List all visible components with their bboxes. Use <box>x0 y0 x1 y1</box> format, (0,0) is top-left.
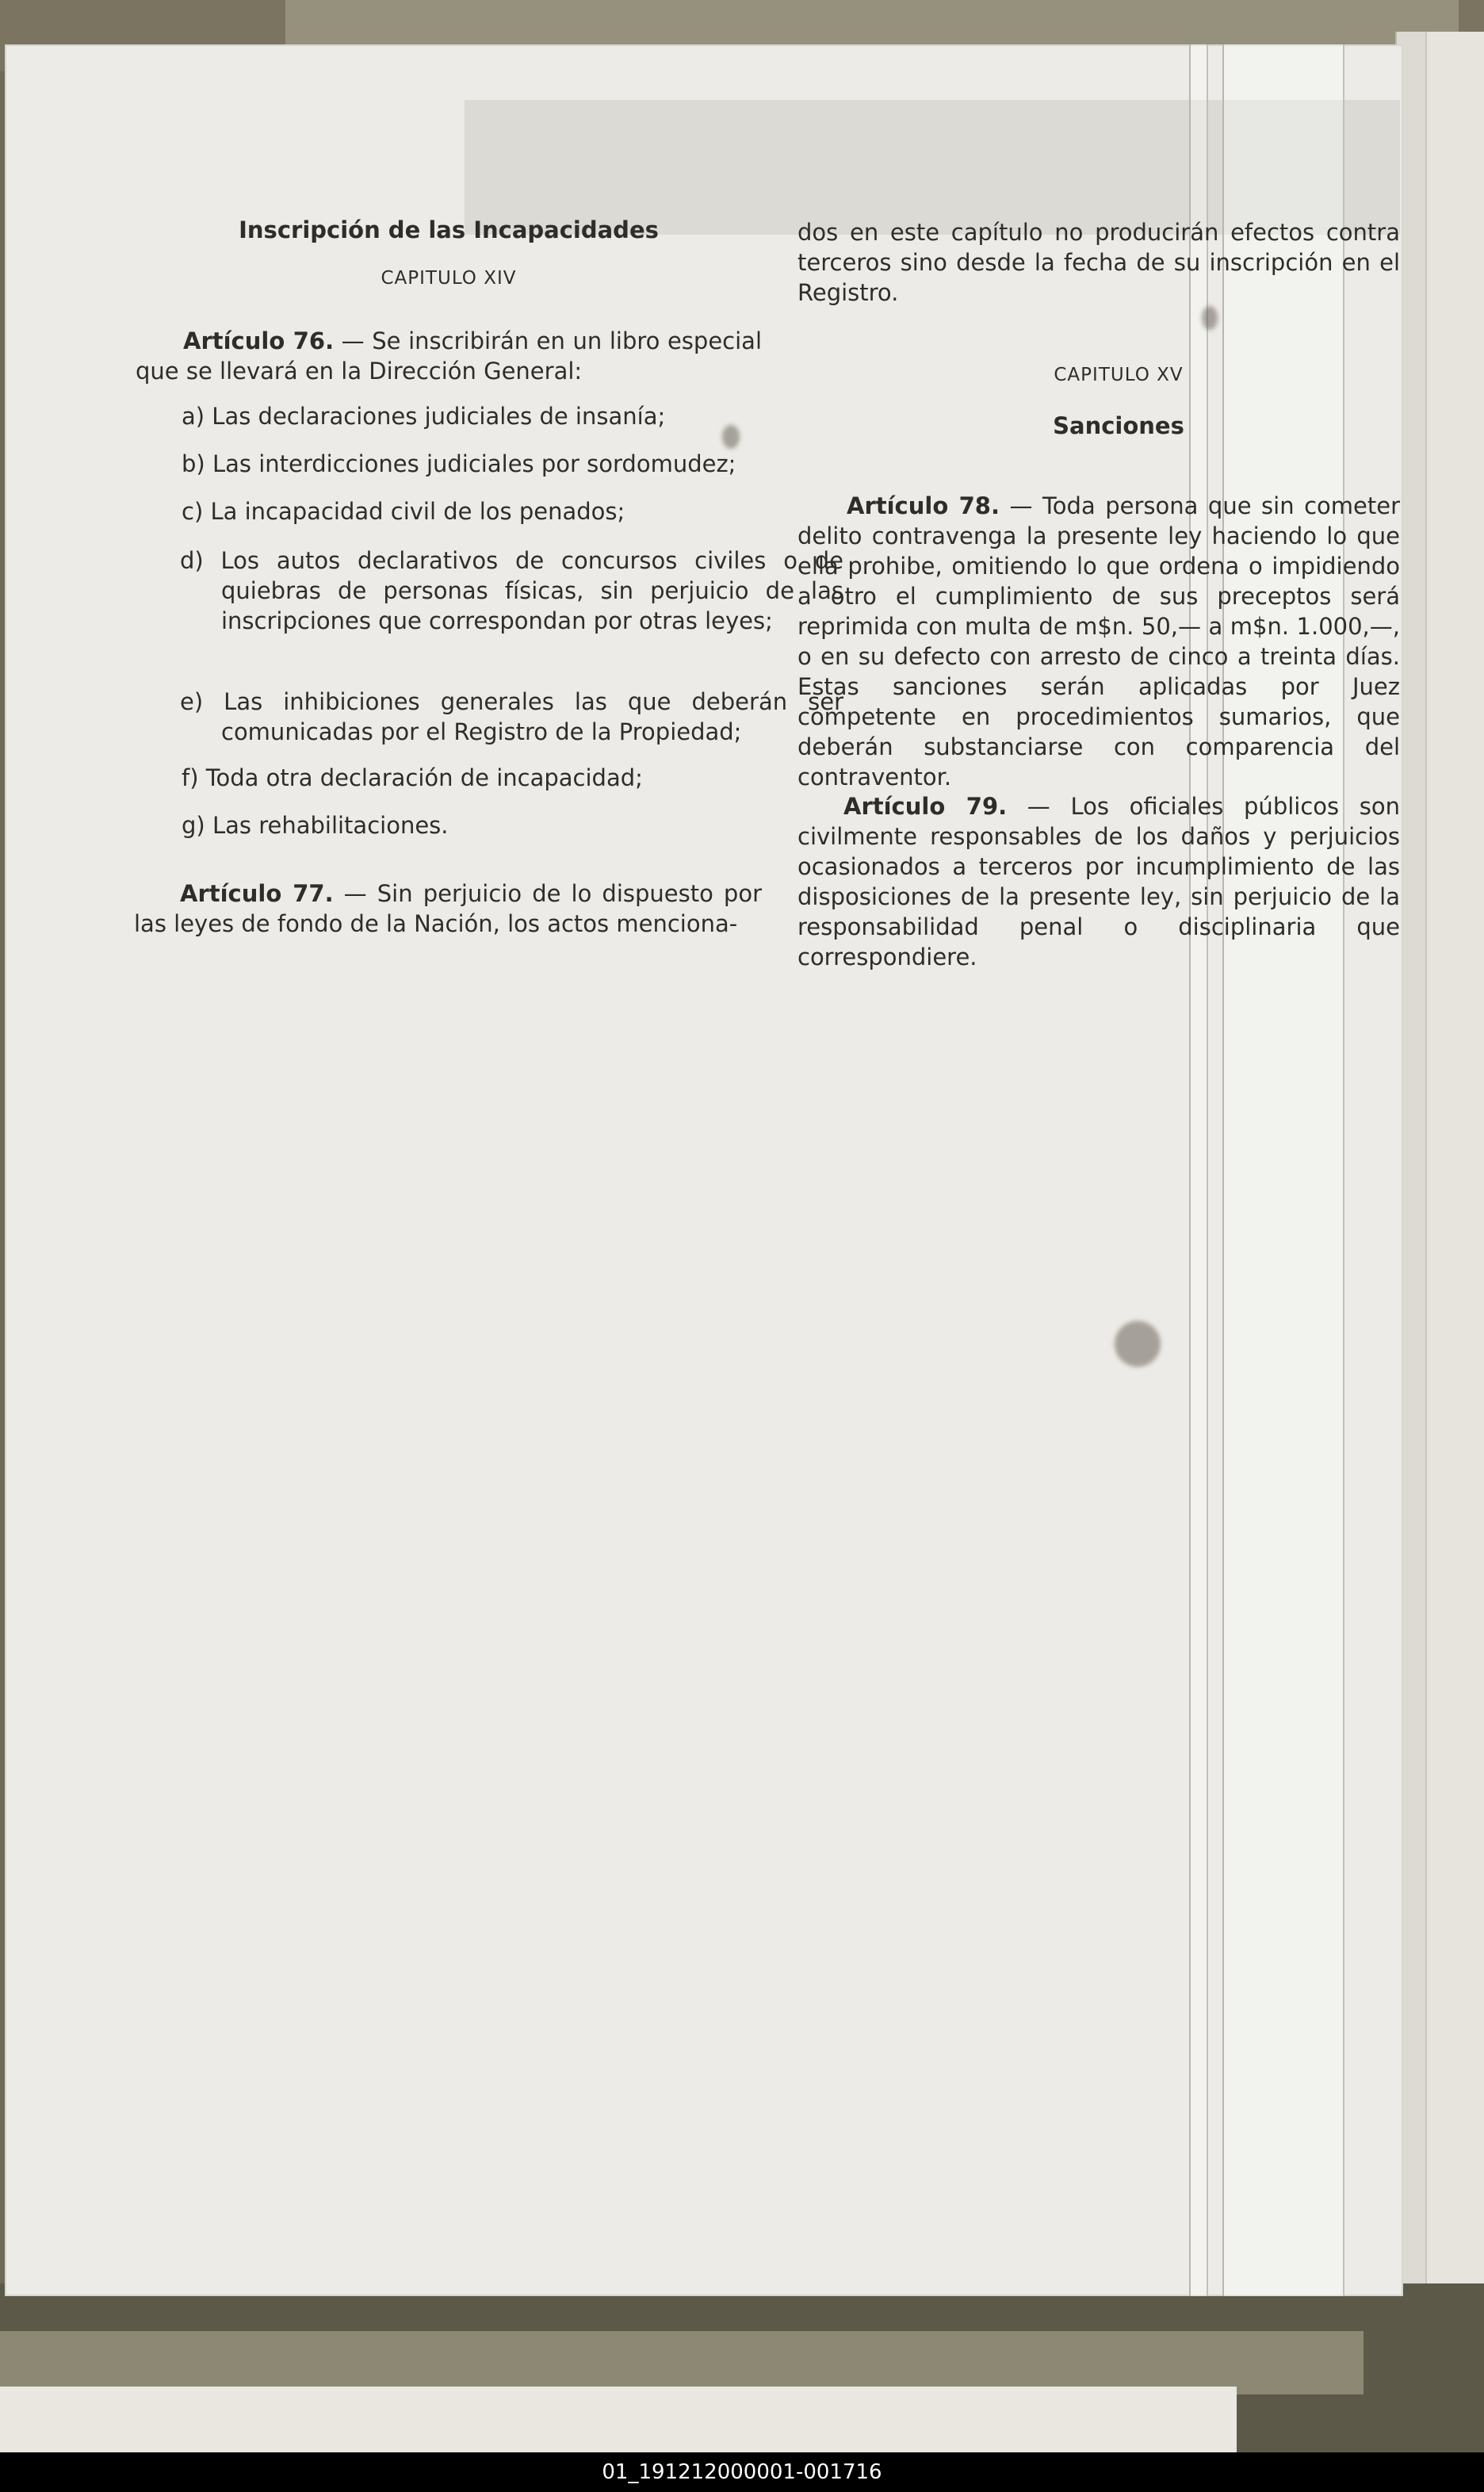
article-76-text: — Se inscribirán en un libro especial que se llevará en la Dirección General: <box>136 327 762 385</box>
section-title-incapacidades: Inscripción de las Incapacidades <box>239 216 659 243</box>
list-item-e: e) Las inhibiciones generales las que deberán ser comunicadas por el Registro de la Propiedad; <box>180 688 843 745</box>
list-item-c: c) La incapacidad civil de los penados; <box>182 498 625 525</box>
list-item-b: b) Las interdicciones judiciales por sordomudez; <box>182 450 736 477</box>
article-78-text: — Toda persona que sin cometer delito contravenga la presente ley haciendo lo que ella prohibe, omitiendo lo que ordena o impidiendo a otro el cumplimiento de sus preceptos será reprimida con multa de m$n. 50,— a m$n. 1.000,—, o en su defecto con arresto de cinco a treinta días. Estas sanciones serán aplicadas por Juez competente en procedimientos sumarios, que deberán substanciarse con comparencia del contraventor. <box>797 492 1400 790</box>
list-item-d: d) Los autos declarativos de concursos civiles o de quiebras de personas físicas, sin perjuicio de las inscripciones que correspondan por otras leyes; <box>180 547 843 634</box>
underlying-page-bottom <box>0 2387 1237 2458</box>
text-area <box>5 44 1403 2296</box>
article-77-continuation: dos en este capítulo no producirán efectos contra terceros sino desde la fecha de su inscripción en el Registro. <box>797 219 1400 306</box>
article-76 <box>136 326 762 386</box>
article-79 <box>797 791 1400 972</box>
chapter-xiv: CAPITULO XIV <box>381 268 517 289</box>
article-78 <box>797 491 1400 792</box>
list-item-f: f) Toda otra declaración de incapacidad; <box>182 764 643 791</box>
section-title-sanciones: Sanciones <box>1053 412 1184 439</box>
article-78-label: Artículo 78. <box>847 492 1000 519</box>
article-76-label: Artículo 76. <box>183 327 335 354</box>
article-79-text: — Los oficiales públicos son civilmente responsables de los daños y perjuicios ocasionados a terceros por incumplimiento de las disposiciones de la presente ley, sin perjuicio de la responsabilidad penal o disciplinaria que correspondiere. <box>797 793 1401 970</box>
list-item-a: a) Las declaraciones judiciales de insanía; <box>182 403 666 430</box>
binding-cloth-bottom <box>0 2331 1364 2394</box>
list-item-g: g) Las rehabilitaciones. <box>182 812 449 839</box>
article-77 <box>134 879 762 939</box>
page-stack-inner <box>1425 32 1484 2347</box>
article-77-text: — Sin perjuicio de lo dispuesto por las leyes de fondo de la Nación, los actos menciona- <box>134 880 762 937</box>
article-79-label: Artículo 79. <box>843 793 1008 820</box>
page-stack-edge <box>1395 32 1484 2347</box>
scan-caption: 01_191212000001-001716 <box>0 2452 1484 2492</box>
document-page <box>5 44 1403 2296</box>
chapter-xv: CAPITULO XV <box>1054 365 1184 385</box>
article-77-label: Artículo 77. <box>180 880 334 907</box>
